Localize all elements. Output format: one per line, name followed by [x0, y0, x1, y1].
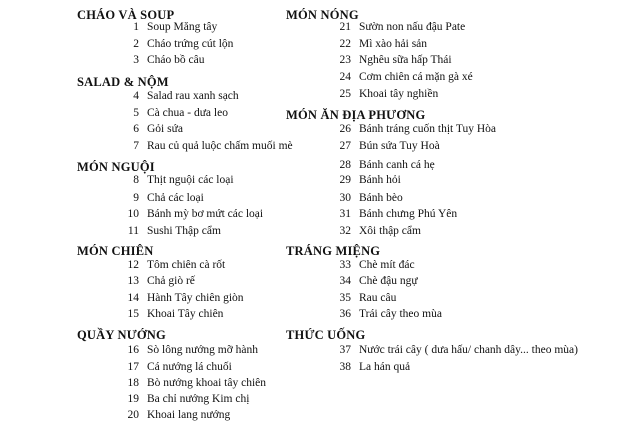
menu-item [77, 91, 239, 103]
menu-item [286, 362, 410, 374]
menu-item [77, 410, 230, 422]
menu-item [77, 175, 234, 187]
menu-item-number: 18 [127, 377, 139, 389]
section-title: MÓN NÓNG [286, 8, 359, 22]
menu-item [77, 260, 225, 272]
menu-item-name: Trái cây theo mùa [359, 308, 442, 320]
menu-item-name: Bánh canh cá hẹ [359, 159, 435, 171]
menu-item-number: 8 [133, 174, 139, 186]
menu-item-name: Soup Măng tây [147, 21, 218, 33]
menu-item-name: Gỏi sứa [147, 123, 183, 135]
section-title: THỨC UỐNG [286, 328, 366, 342]
menu-item [77, 309, 223, 321]
menu-item-number: 2 [133, 38, 139, 50]
menu-item-number: 21 [339, 21, 351, 33]
menu-item-number: 27 [339, 140, 351, 152]
menu-item-number: 9 [133, 192, 139, 204]
menu-item-number: 35 [339, 292, 351, 304]
menu-item-name: Khoai lang nướng [147, 409, 231, 421]
menu-item-number: 24 [339, 71, 351, 83]
menu-item [286, 260, 415, 272]
menu-item-number: 31 [339, 208, 351, 220]
menu-item [77, 345, 258, 357]
menu-item-name: Xôi thập cẩm [359, 225, 421, 237]
menu-item-number: 14 [127, 292, 139, 304]
section-title: MÓN NGUỘI [77, 160, 155, 174]
menu-item-name: Bún sứa Tuy Hoà [359, 140, 440, 152]
menu-item-number: 20 [127, 409, 139, 421]
menu-item-number: 30 [339, 192, 351, 204]
menu-item-name: Cháo trứng cút lộn [147, 38, 234, 50]
menu-item [286, 22, 465, 34]
section-title: CHÁO VÀ SOUP [77, 8, 175, 22]
menu-item-number: 10 [127, 208, 139, 220]
menu-item-number: 3 [133, 54, 139, 66]
menu-item-name: Khoai tây nghiền [359, 88, 439, 100]
menu-item [286, 276, 418, 288]
menu-item-name: Ba chỉ nướng Kim chị [147, 393, 250, 405]
menu-item-name: Cá nướng lá chuối [147, 361, 232, 373]
menu-item-name: Hành Tây chiên giòn [147, 292, 244, 304]
menu-item-name: Chả giò rế [147, 275, 195, 287]
menu-item [77, 276, 195, 288]
menu-item [286, 124, 496, 136]
menu-item-number: 37 [339, 344, 351, 356]
menu-item-name: Cà chua - dưa leo [147, 107, 228, 119]
menu-item-name: Sò lông nướng mỡ hành [147, 344, 259, 356]
menu-item-name: Tôm chiên cà rốt [147, 259, 226, 271]
menu-item-name: Bánh hỏi [359, 174, 401, 186]
menu-item-number: 28 [339, 159, 351, 171]
menu-item [77, 226, 221, 238]
menu-item-number: 16 [127, 344, 139, 356]
menu-item-number: 7 [133, 140, 139, 152]
menu-item-number: 17 [127, 361, 139, 373]
menu-item-number: 32 [339, 225, 351, 237]
menu-item-name: Cháo bồ câu [147, 54, 205, 66]
menu-item [286, 160, 435, 172]
menu-item-number: 4 [133, 90, 139, 102]
menu-item [286, 193, 403, 205]
menu-item-name: Rau câu [359, 292, 397, 304]
menu-item [286, 141, 440, 153]
menu-item-name: Nghêu sữa hấp Thái [359, 54, 452, 66]
menu-item-number: 5 [133, 107, 139, 119]
menu-item-name: Khoai Tây chiên [147, 308, 224, 320]
menu-item-name: Sushi Thập cẩm [147, 225, 221, 237]
menu-item-name: Chả các loại [147, 192, 204, 204]
menu-item-number: 23 [339, 54, 351, 66]
menu-item-number: 26 [339, 123, 351, 135]
menu-item [77, 362, 232, 374]
menu-item-number: 36 [339, 308, 351, 320]
menu-item [77, 209, 263, 221]
section-title: MÓN CHIÊN [77, 244, 154, 258]
menu-item-number: 33 [339, 259, 351, 271]
menu-item-name: Salad rau xanh sạch [147, 90, 239, 102]
menu-item-name: Sườn non nấu đậu Pate [359, 21, 466, 33]
menu-item-number: 11 [127, 225, 139, 237]
menu-item-number: 1 [133, 21, 139, 33]
menu-item-number: 38 [339, 361, 351, 373]
menu-item [77, 141, 293, 153]
menu-item [286, 175, 401, 187]
menu-item [77, 39, 233, 51]
menu-item [286, 39, 427, 51]
menu-item [286, 309, 442, 321]
menu-item [77, 394, 249, 406]
menu-item [77, 193, 204, 205]
menu-item-name: Bánh chưng Phú Yên [359, 208, 458, 220]
menu-item-number: 34 [339, 275, 351, 287]
menu-item-name: La hán quả [359, 361, 411, 373]
menu-item [77, 293, 244, 305]
menu-item [77, 22, 217, 34]
menu-item-name: Thịt nguội các loại [147, 174, 234, 186]
menu-item-name: Bánh mỳ bơ mứt các loại [147, 208, 264, 220]
menu-item-number: 6 [133, 123, 139, 135]
menu-item [286, 209, 457, 221]
menu-item [286, 72, 473, 84]
menu-item-name: Chè mít đác [359, 259, 415, 271]
menu-item-name: Bánh tráng cuốn thịt Tuy Hòa [359, 123, 497, 135]
section-title: TRÁNG MIỆNG [286, 244, 381, 258]
section-title: MÓN ĂN ĐỊA PHƯƠNG [286, 108, 426, 122]
menu-item-name: Mì xào hải sản [359, 38, 428, 50]
menu-item [77, 124, 183, 136]
menu-item-name: Cơm chiên cá mặn gà xé [359, 71, 473, 83]
menu-item-number: 22 [339, 38, 351, 50]
menu-item-number: 19 [127, 393, 139, 405]
menu-item-number: 29 [339, 174, 351, 186]
menu-item-number: 15 [127, 308, 139, 320]
menu-item [286, 55, 452, 67]
menu-item [286, 226, 421, 238]
menu-item-number: 13 [127, 275, 139, 287]
section-title: SALAD & NỘM [77, 75, 169, 89]
menu-item [77, 378, 266, 390]
menu-item [77, 55, 204, 67]
menu-item [286, 345, 578, 357]
menu-item [77, 108, 228, 120]
menu-item-name: Rau củ quả luộc chấm muối mè [147, 140, 293, 152]
menu-item-number: 25 [339, 88, 351, 100]
menu-item-name: Bò nướng khoai tây chiên [147, 377, 266, 389]
menu-item-name: Bánh bèo [359, 192, 403, 204]
section-title: QUẦY NƯỚNG [77, 328, 166, 342]
menu-item-number: 12 [127, 259, 139, 271]
menu-item [286, 293, 396, 305]
menu-item-name: Nước trái cây ( dưa hấu/ chanh dây... theo mùa) [359, 344, 578, 356]
menu-item [286, 89, 438, 101]
menu-item-name: Chè đậu ngự [359, 275, 418, 287]
